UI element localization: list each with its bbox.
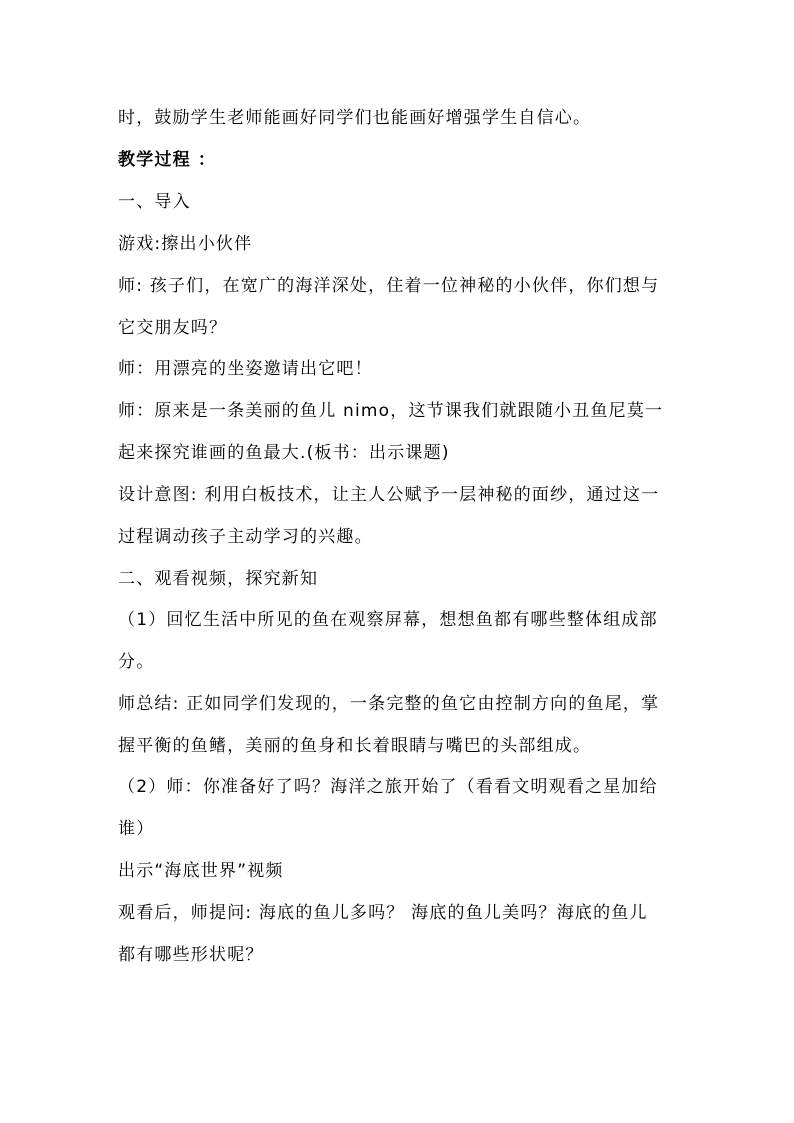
paragraph-line: 分。 <box>118 652 155 672</box>
section-heading: 教学过程 ： <box>118 150 217 170</box>
paragraph-line: 起来探究谁画的鱼最大.(板书：出示课题) <box>118 443 450 463</box>
paragraph-line: 过程调动孩子主动学习的兴趣。 <box>118 527 373 547</box>
paragraph-line: 师: 孩子们，在宽广的海洋深处，住着一位神秘的小伙伴，你们想与 <box>118 276 660 296</box>
paragraph-line: （1）回忆生活中所见的鱼在观察屏幕，想想鱼都有哪些整体组成部 <box>118 610 658 630</box>
paragraph-line: 师总结: 正如同学们发现的，一条完整的鱼它由控制方向的鱼尾，掌 <box>118 694 660 714</box>
paragraph-line: （2）师：你准备好了吗？海洋之旅开始了（看看文明观看之星加给 <box>118 777 658 797</box>
paragraph-line: 都有哪些形状呢？ <box>118 945 264 965</box>
paragraph-line: 观看后，师提问: 海底的鱼儿多吗？ 海底的鱼儿美吗？海底的鱼儿 <box>118 903 648 923</box>
paragraph-line: 设计意图: 利用白板技术，让主人公赋予一层神秘的面纱，通过这一 <box>118 485 660 505</box>
paragraph-line: 出示“海底世界”视频 <box>118 861 284 881</box>
paragraph-line: 游戏:擦出小伙伴 <box>118 234 253 254</box>
section-title: 二、观看视频，探究新知 <box>118 569 319 589</box>
paragraph-line: 握平衡的鱼鳍，美丽的鱼身和长着眼睛与嘴巴的头部组成。 <box>118 736 592 756</box>
section-title: 一、导入 <box>118 192 191 212</box>
paragraph-line: 它交朋友吗？ <box>118 318 228 338</box>
paragraph-line: 师：用漂亮的坐姿邀请出它吧！ <box>118 359 373 379</box>
paragraph-line: 时，鼓励学生老师能画好同学们也能画好增强学生自信心。 <box>118 108 592 128</box>
paragraph-line: 谁） <box>118 819 155 839</box>
paragraph-line: 师：原来是一条美丽的鱼儿 nimo，这节课我们就跟随小丑鱼尼莫一 <box>118 401 664 421</box>
